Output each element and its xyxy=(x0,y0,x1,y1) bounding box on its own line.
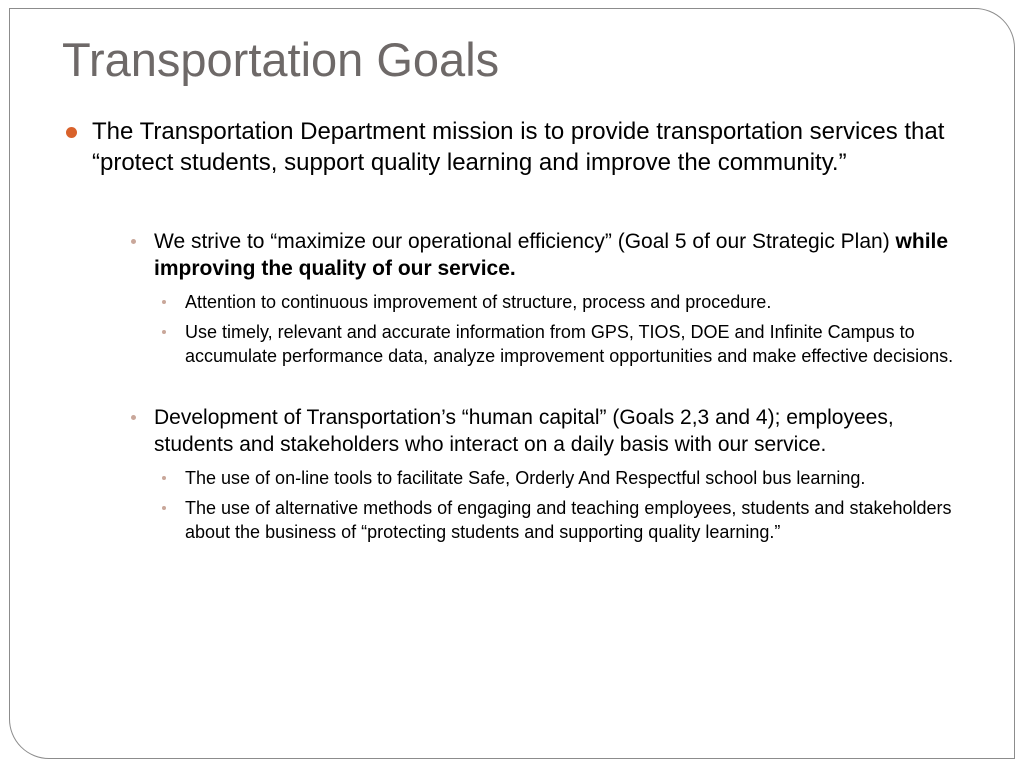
efficiency-goal-emphasis: while improving the quality of our service. xyxy=(154,230,949,280)
bullet-dot-icon xyxy=(162,330,166,334)
human-capital-item xyxy=(185,496,966,544)
human-capital-item xyxy=(185,466,966,490)
human-capital-goal-text: Development of Transportation’s “human capital” (Goals 2,3 and 4); employees, students and stakeholders who interact on a daily basis with our service. xyxy=(154,406,894,456)
human-capital-item-text: The use of alternative methods of engaging and teaching employees, students and stakeholders about the business of “protecting students and supporting quality learning.” xyxy=(185,498,952,542)
bullet-dot-icon xyxy=(162,476,166,480)
efficiency-item-text: Attention to continuous improvement of structure, process and procedure. xyxy=(185,292,772,312)
slide-title: Transportation Goals xyxy=(62,33,500,86)
bullet-dot-icon xyxy=(131,239,136,244)
efficiency-goal-bullet xyxy=(154,228,966,282)
human-capital-item-text: The use of on-line tools to facilitate Safe, Orderly And Respectful school bus learning. xyxy=(185,468,866,488)
bullet-dot-icon xyxy=(162,300,166,304)
bullet-dot-icon xyxy=(131,415,136,420)
human-capital-goal-bullet xyxy=(154,404,966,458)
efficiency-item xyxy=(185,290,966,314)
slide-content xyxy=(66,116,966,544)
bullet-dot-icon xyxy=(66,127,77,138)
bullet-dot-icon xyxy=(162,506,166,510)
mission-bullet xyxy=(66,116,966,178)
efficiency-goal-text: We strive to “maximize our operational efficiency” (Goal 5 of our Strategic Plan) xyxy=(154,230,896,253)
mission-text: The Transportation Department mission is to provide transportation services that “protect students, support quality learning and improve the community.” xyxy=(92,118,945,176)
efficiency-item xyxy=(185,320,966,368)
efficiency-item-text: Use timely, relevant and accurate information from GPS, TIOS, DOE and Infinite Campus to accumulate performance data, analyze improvement opportunities and make effective decisions. xyxy=(185,322,954,366)
